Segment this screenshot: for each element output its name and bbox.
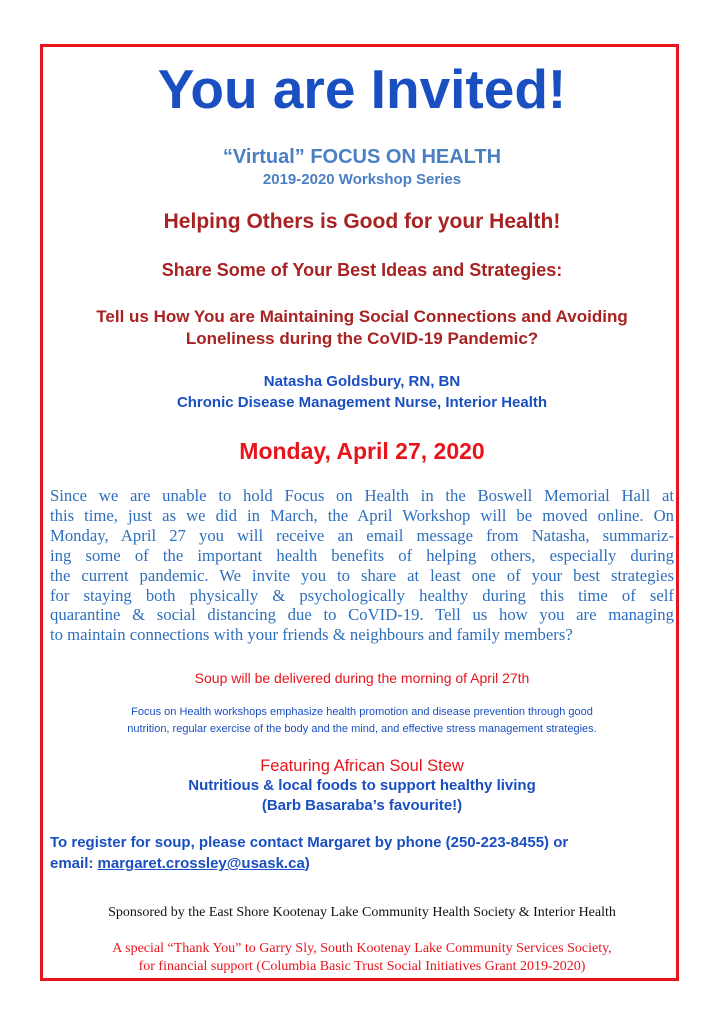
soup-notice: Soup will be delivered during the morning of April 27th [194,670,530,686]
email-link[interactable]: margaret.crossley@usask.ca [97,855,305,872]
feature-description: Nutritious & local foods to support healthy living [188,777,536,794]
description-line: for staying both physically & psychologically healthy during this time of self [50,585,674,605]
description-line: Monday, April 27 you will receive an email message from Natasha, summariz- [50,525,674,545]
description-line: the current pandemic. We invite you to share at least one of your best strategies [50,565,674,585]
registration-email-line [50,853,680,874]
description-line: to maintain connections with your friends & neighbours and family members? [50,625,573,645]
mission-statement [40,704,684,738]
presenter-role: Chronic Disease Management Nurse, Interior Health [176,394,548,411]
question-line: Tell us How You are Maintaining Social Connections and Avoiding [96,307,628,326]
question-line: Loneliness during the CoVID-19 Pandemic? [185,329,539,348]
email-suffix: ) [304,855,310,872]
description-line: ing some of the important health benefits of helping others, especially during [50,545,674,565]
registration-line: To register for soup, please contact Margaret by phone (250-223-8455) or [50,834,569,851]
featured-meal: Featuring African Soul Stew [260,757,464,775]
registration-info [50,832,680,874]
featured-meal-details [40,776,684,816]
thanks-line: A special “Thank You” to Garry Sly, South Kootenay Lake Community Services Society, [112,941,612,956]
presenter-name: Natasha Goldsbury, RN, BN [263,373,461,390]
sponsor-line: Sponsored by the East Shore Kootenay Lake Community Health Society & Interior Health [108,905,616,920]
description-line: Since we are unable to hold Focus on Health in the Boswell Memorial Hall at [50,486,674,505]
workshop-question [40,306,684,350]
mission-line: nutrition, regular exercise of the body and the mind, and effective stress management strategies. [127,723,597,735]
workshop-description [50,486,674,645]
subheadline: Share Some of Your Best Ideas and Strategies: [161,260,563,280]
invitation-title: You are Invited! [157,58,567,120]
thank-you-note [40,940,684,976]
headline: Helping Others is Good for your Health! [163,210,561,233]
description-line: quarantine & social distancing due to CoVID-19. Tell us how you are managing [50,605,674,625]
feature-note: (Barb Basaraba’s favourite!) [261,797,463,814]
series-subtitle: 2019-2020 Workshop Series [262,171,462,188]
presenter [40,371,684,413]
event-date: Monday, April 27, 2020 [239,438,485,464]
mission-line: Focus on Health workshops emphasize health promotion and disease prevention through good [131,706,593,718]
series-title: “Virtual” FOCUS ON HEALTH [222,146,502,168]
thanks-line: for financial support (Columbia Basic Trust Social Initiatives Grant 2019-2020) [138,959,586,974]
description-line: this time, just as we did in March, the April Workshop will be moved online. On [50,505,674,525]
email-prefix: email: [50,855,98,872]
